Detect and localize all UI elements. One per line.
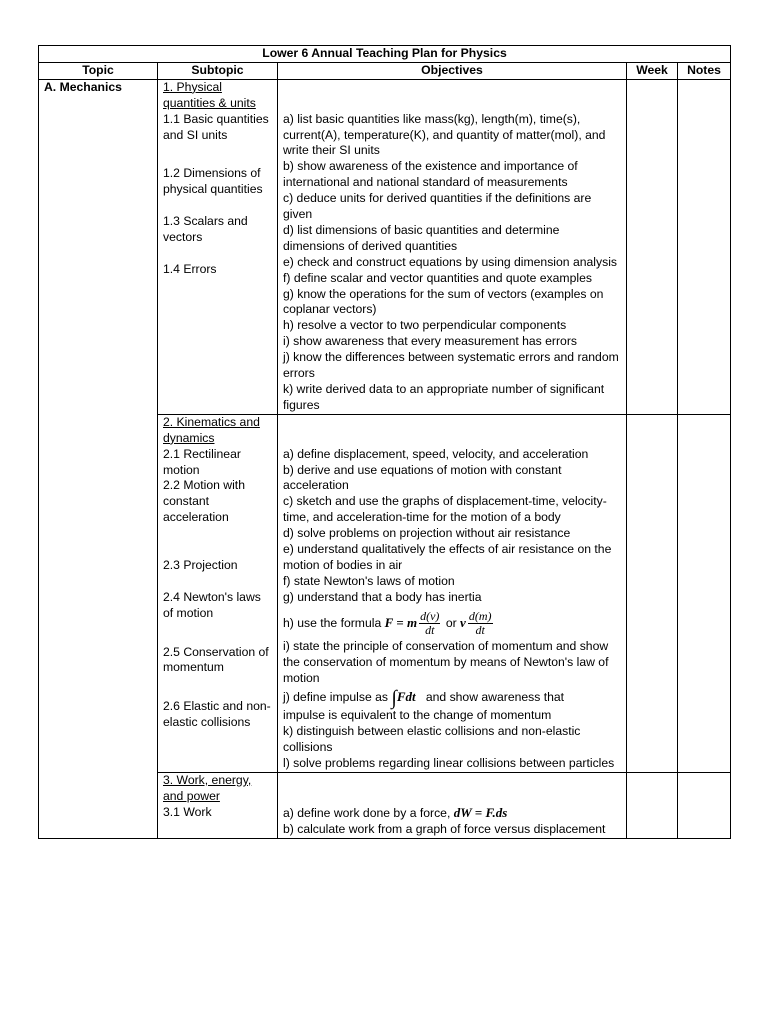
objective-l: l) solve problems regarding linear collisions between particles: [283, 756, 615, 771]
objective-e: e) understand qualitatively the effects of air resistance on the motion of bodies in air: [283, 542, 612, 572]
subtopic-cell: [158, 414, 278, 772]
document-title: Lower 6 Annual Teaching Plan for Physics: [39, 46, 731, 63]
objective-a: a) define displacement, speed, velocity, and acceleration: [283, 446, 589, 461]
week-cell: [627, 79, 678, 414]
objective-g: g) understand that a body has inertia: [283, 589, 482, 604]
formula-fraction-mass: [468, 610, 493, 637]
formula-numerator: d(v): [420, 608, 440, 623]
objective-j-continued: impulse is equivalent to the change of momentum: [283, 708, 552, 723]
formula-lhs: F = m: [384, 614, 418, 630]
objective-j: [283, 686, 621, 708]
table-row: [39, 79, 731, 414]
work-formula: dW = F.ds: [453, 804, 508, 820]
subtopic-1-2: 1.2 Dimensions of physical quantities: [163, 166, 263, 197]
subtopic-2-3: 2.3 Projection: [163, 557, 238, 572]
objective-h-text: h) use the formula: [283, 615, 382, 630]
header-subtopic: Subtopic: [158, 62, 278, 79]
objective-j-text: j) define impulse as: [283, 690, 388, 705]
objective-f: f) state Newton's laws of motion: [283, 573, 455, 588]
objective-f: f) define scalar and vector quantities and quote examples: [283, 270, 592, 285]
objective-g: g) know the operations for the sum of vectors (examples on coplanar vectors): [283, 286, 604, 317]
formula-denominator: dt: [425, 622, 435, 637]
header-objectives: Objectives: [278, 62, 627, 79]
subtopic-2-2: 2.2 Motion with constant acceleration: [163, 478, 245, 525]
objectives-cell: [278, 414, 627, 772]
header-topic: Topic: [39, 62, 158, 79]
notes-cell: [678, 414, 731, 772]
notes-cell: [678, 79, 731, 414]
subtopic-1-3: 1.3 Scalars and vectors: [163, 214, 248, 245]
subtopic-cell: [158, 79, 278, 414]
formula-v: v: [460, 614, 466, 630]
topic-mechanics: A. Mechanics: [39, 79, 158, 838]
objective-b: b) derive and use equations of motion with constant acceleration: [283, 462, 562, 493]
objective-i: i) state the principle of conservation of momentum and show the conservation of momentum by means of Newton's law of motion: [283, 638, 609, 685]
objective-e: e) check and construct equations by using dimension analysis: [283, 254, 617, 269]
objective-c: c) deduce units for derived quantities if the definitions are given: [283, 191, 592, 222]
objective-i: i) show awareness that every measurement has errors: [283, 334, 577, 349]
notes-cell: [678, 773, 731, 839]
title-row: [39, 46, 731, 63]
subtopic-2-5: 2.5 Conservation of momentum: [163, 644, 269, 675]
subtopic-1-1: 1.1 Basic quantities and SI units: [163, 111, 269, 142]
formula-numerator: d(m): [468, 608, 492, 623]
week-cell: [627, 414, 678, 772]
impulse-expression: Fdt: [396, 689, 416, 705]
formula-fraction-velocity: [419, 610, 440, 637]
objectives-cell: [278, 79, 627, 414]
objectives-cell: [278, 773, 627, 839]
objective-a: [283, 805, 621, 822]
objective-k: k) distinguish between elastic collisions and non-elastic collisions: [283, 724, 581, 755]
objective-c: c) sketch and use the graphs of displacement-time, velocity-time, and acceleration-time for the motion of a body: [283, 494, 607, 525]
objective-j-suffix: and show awareness that: [425, 690, 565, 705]
integral-symbol: ∫: [391, 687, 397, 710]
teaching-plan-table: [38, 45, 731, 839]
section-heading-work-energy: 3. Work, energy, and power: [163, 773, 252, 803]
section-heading-physical-quantities: 1. Physical quantities & units: [163, 79, 256, 110]
objective-h: [283, 606, 621, 639]
objective-b: b) calculate work from a graph of force versus displacement: [283, 821, 606, 836]
week-cell: [627, 773, 678, 839]
header-week: Week: [627, 62, 678, 79]
formula-or: or: [445, 615, 457, 630]
section-heading-kinematics: 2. Kinematics and dynamics: [163, 414, 260, 445]
subtopic-2-1: 2.1 Rectilinear motion: [163, 446, 241, 477]
objective-j: j) know the differences between systematic errors and random errors: [283, 350, 619, 381]
subtopic-2-6: 2.6 Elastic and non-elastic collisions: [163, 699, 271, 730]
objective-h: h) resolve a vector to two perpendicular components: [283, 318, 567, 333]
header-row: [39, 62, 731, 79]
objective-a: a) list basic quantities like mass(kg), length(m), time(s), current(A), temperature(K), and quantity of matter(mol), and write their SI units: [283, 111, 606, 158]
objective-a-text: a) define work done by a force,: [283, 805, 451, 820]
objective-d: d) list dimensions of basic quantities and determine dimensions of derived quantities: [283, 222, 560, 253]
objective-k: k) write derived data to an appropriate number of significant figures: [283, 382, 605, 412]
teaching-plan-document: [38, 45, 730, 839]
subtopic-2-4: 2.4 Newton's laws of motion: [163, 589, 261, 620]
header-notes: Notes: [678, 62, 731, 79]
subtopic-cell: [158, 773, 278, 839]
subtopic-3-1: 3.1 Work: [163, 804, 212, 819]
objective-b: b) show awareness of the existence and importance of international and national standard of measurements: [283, 159, 578, 190]
subtopic-1-4: 1.4 Errors: [163, 261, 217, 276]
formula-denominator: dt: [475, 622, 485, 637]
objective-d: d) solve problems on projection without air resistance: [283, 526, 571, 541]
